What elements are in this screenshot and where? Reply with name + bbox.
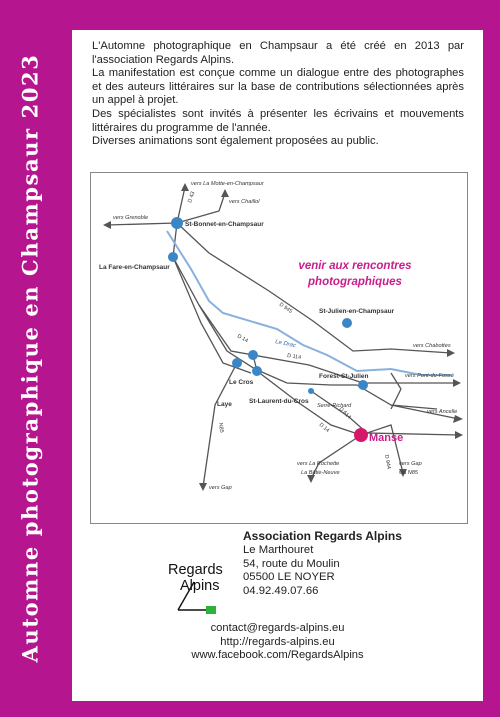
label-forest: Forest-St-Julien xyxy=(319,373,369,380)
label-st-julien: St-Julien-en-Champsaur xyxy=(319,308,395,315)
dir-grenoble: vers Grenoble xyxy=(113,215,149,221)
label-st-laurent: St-Laurent-du-Cros xyxy=(249,398,309,405)
direction-arrows xyxy=(103,183,463,491)
dir-ancelle: vers Ancelle xyxy=(427,409,458,415)
dir-pont-fosse: vers Pont-du-Fossé xyxy=(405,373,454,379)
phone-number: 04.92.49.07.66 xyxy=(243,585,319,598)
label-laye: Laye xyxy=(217,401,232,408)
river-drac xyxy=(167,231,451,375)
logo-graphic xyxy=(164,552,238,618)
contact-block xyxy=(72,622,483,663)
address-line: 05500 LE NOYER xyxy=(243,571,335,584)
association-name: Association Regards Alpins xyxy=(243,529,402,543)
access-map xyxy=(90,172,468,524)
label-serre-richard: Serre-Richard xyxy=(317,403,352,409)
town-marker-serre-richard xyxy=(308,388,314,394)
dir-rochette-2: La Bâtie-Neuve xyxy=(301,470,340,476)
content-panel xyxy=(72,30,483,701)
facebook-link[interactable]: www.facebook.com/RegardsAlpins xyxy=(191,649,364,661)
road-d14b: D 14 xyxy=(317,421,331,434)
logo-green-block xyxy=(206,606,216,614)
regards-alpins-logo xyxy=(164,552,238,618)
town-marker-st-laurent xyxy=(252,366,262,376)
address-line: Le Marthouret xyxy=(243,543,314,556)
map-svg xyxy=(91,173,467,523)
address-line: 54, route du Moulin xyxy=(243,557,340,570)
road-d944: D 944 xyxy=(383,454,392,470)
map-headline-line1: venir aux rencontres xyxy=(298,260,412,272)
road-d614: D 614 xyxy=(337,406,353,421)
intro-paragraph: Des spécialistes sont invités à présenter les écrivains et mouvements littéraires du programme de l'année. xyxy=(92,107,464,134)
town-marker-la-fare xyxy=(168,252,178,262)
dir-chabottes: vers Chabottes xyxy=(413,343,451,349)
road-network xyxy=(107,187,459,487)
dir-chaillol: vers Chaillol xyxy=(229,199,260,205)
email-link[interactable]: contact@regards-alpins.eu xyxy=(210,622,345,634)
logo-line1: Regards xyxy=(168,562,223,578)
label-le-cros: Le Cros xyxy=(229,379,254,386)
logo-line2: Alpins xyxy=(180,578,220,594)
road-d945: D 945 xyxy=(277,301,294,315)
label-manse: Manse xyxy=(369,432,404,444)
side-title: Automne photographique en Champsaur 2023 xyxy=(17,53,43,663)
website-link[interactable]: http://regards-alpins.eu xyxy=(220,635,335,648)
intro-paragraph: L'Automne photographique en Champsaur a été créé en 2013 par l'association Regards Alpins. xyxy=(92,40,464,66)
town-marker-le-cros xyxy=(248,350,258,360)
town-marker-manse xyxy=(354,428,368,442)
town-marker-st-julien xyxy=(342,318,352,328)
intro-text xyxy=(92,40,464,149)
dir-motte: vers La Motte-en-Champsaur xyxy=(191,181,264,187)
intro-paragraph: La manifestation est conçue comme un dialogue entre des photographes et des auteurs littéraires sur la base de contributions sélectionnées après un appel à projet. xyxy=(92,67,464,107)
town-marker-st-bonnet xyxy=(171,217,183,229)
intro-paragraph: Diverses animations sont également proposées au public. xyxy=(92,135,379,148)
dir-gap-left: vers Gap xyxy=(209,485,232,491)
dir-gap-right-2: via N85 xyxy=(399,470,418,476)
road-d14: D 14 xyxy=(236,333,249,345)
town-marker-laye xyxy=(232,358,242,368)
town-marker-forest xyxy=(358,380,368,390)
label-la-fare: La Fare-en-Champsaur xyxy=(99,264,170,271)
road-n85: N85 xyxy=(217,422,225,434)
label-st-bonnet: St-Bonnet-en-Champsaur xyxy=(185,221,264,228)
association-address xyxy=(243,530,402,599)
dir-gap-right-1: vers Gap xyxy=(399,461,422,467)
map-headline-line2: photographiques xyxy=(308,276,402,288)
association-block xyxy=(164,530,464,630)
dir-rochette-1: vers La Rochette xyxy=(297,461,340,467)
road-d43: D 43 xyxy=(187,190,197,204)
label-river: Le Drac xyxy=(274,339,297,350)
road-d114: D 114 xyxy=(286,353,302,361)
